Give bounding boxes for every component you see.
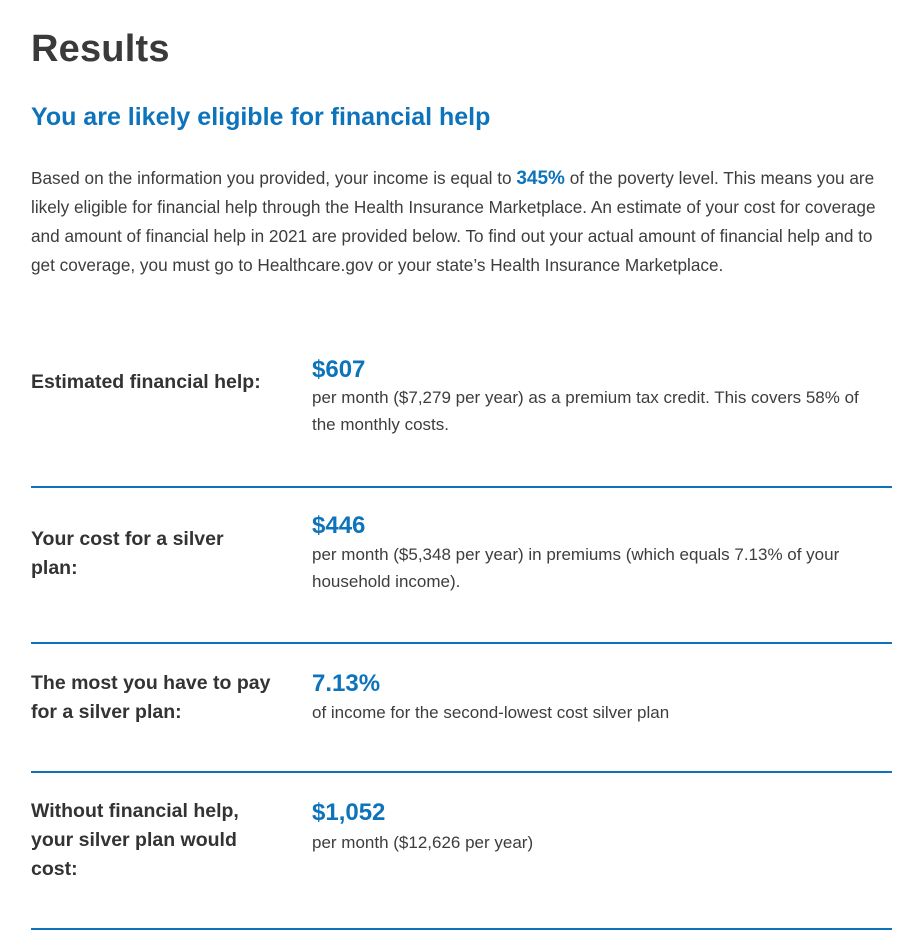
poverty-percentage: 345% [516,168,565,189]
result-description: per month ($7,279 per year) as a premium tax credit. This covers 58% of the monthly costs. [312,388,859,434]
row-divider [31,928,892,930]
result-amount: 7.13% [312,670,381,697]
row-divider [31,642,892,644]
page-title: Results [31,28,170,70]
result-amount: $1,052 [312,799,386,826]
intro-text-start: Based on the information you provided, your income is equal to [31,168,517,188]
result-label: Estimated financial help: [31,371,261,393]
row-divider [31,771,892,773]
result-amount: $607 [312,356,366,383]
intro-text-end: of the poverty level. This means you are likely eligible for financial help through the Health Insurance Marketplace. An estimate of your cost for coverage and amount of financial help in 2021 are provided below. To find out your actual amount of financial help and to get coverage, you must go to Healthcare.gov or your state’s Health Insurance Marketplace. [31,168,876,275]
result-label: Without financial help, your silver plan would cost: [31,800,239,880]
intro-paragraph [31,164,892,280]
result-label: Your cost for a silver plan: [31,528,224,579]
result-description: of income for the second-lowest cost silver plan [312,703,670,722]
result-description: per month ($5,348 per year) in premiums (which equals 7.13% of your household income). [312,545,840,591]
eligibility-heading: You are likely eligible for financial help [31,103,491,131]
result-amount: $446 [312,512,366,539]
row-divider [31,486,892,488]
result-description: per month ($12,626 per year) [312,833,534,852]
result-label: The most you have to pay for a silver plan: [31,672,271,723]
